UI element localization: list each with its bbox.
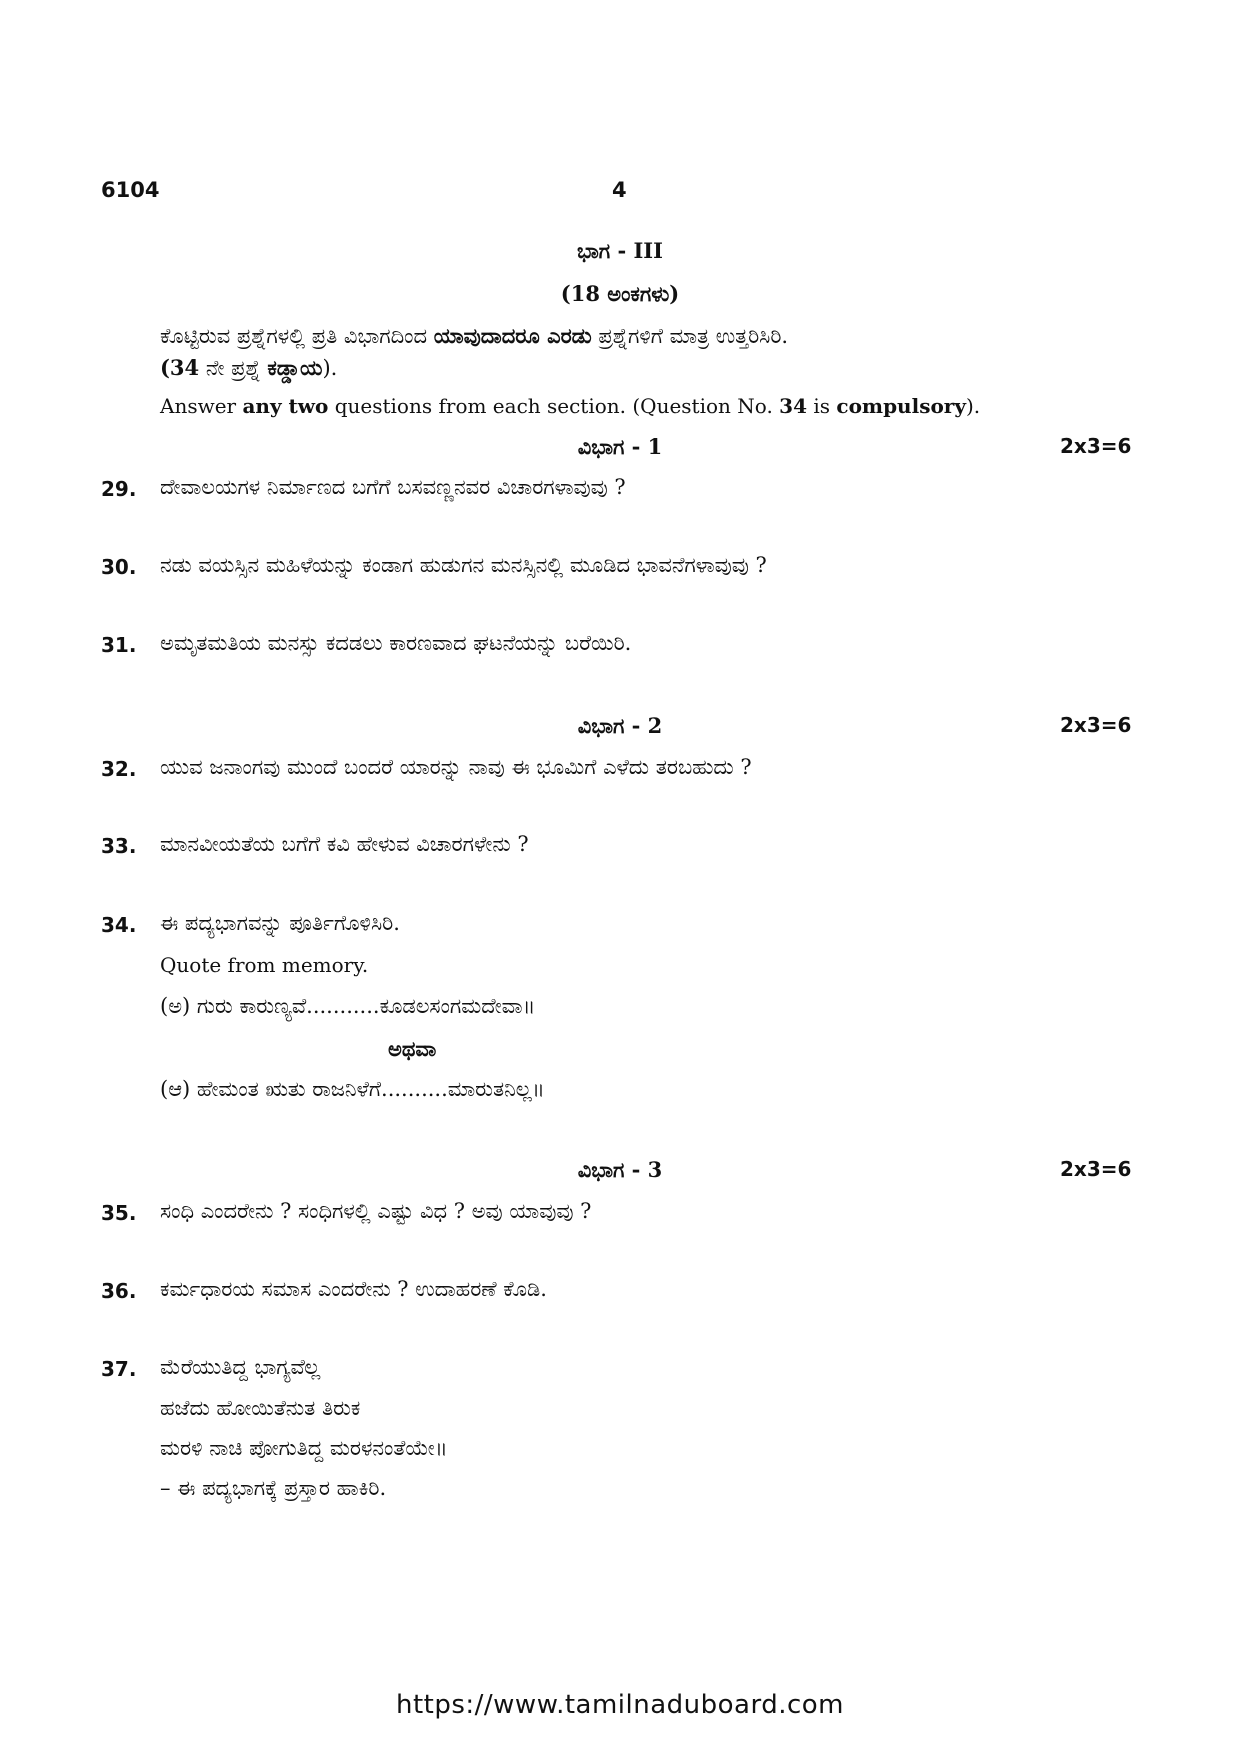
paper-code: 6104 (101, 178, 160, 202)
question-36-text: ಕರ್ಮಧಾರಯ ಸಮಾಸ ಎಂದರೇನು ? ಉದಾಹರಣೆ ಕೊಡಿ. (160, 1277, 547, 1301)
question-35-number: 35. (101, 1201, 137, 1225)
instruction-kn-bold: ಯಾವುದಾದರೂ ಎರಡು (433, 323, 592, 348)
question-37-line-2: ಹಜೆದು ಹೋಯಿತೆನುತ ತಿರುಕ (160, 1396, 361, 1420)
section-3-title: ವಿಭಾಗ - 3 (577, 1157, 663, 1182)
question-37-line-4: – ಈ ಪದ್ಯಭಾಗಕ್ಕೆ ಪ್ರಸ್ತಾರ ಹಾಕಿರಿ. (160, 1476, 387, 1500)
section-2-marks: 2x3=6 (1060, 713, 1132, 737)
instruction-kannada (160, 323, 788, 349)
question-34-option-b: (ಆ) ಹೇಮಂತ ಋತು ರಾಜನಿಳೆಗೆ..........ಮಾರುತನಿಲ್ಲ॥ (160, 1077, 545, 1101)
instruction-kn-text-1: ಕೊಟ್ಟಿರುವ ಪ್ರಶ್ನೆಗಳಲ್ಲಿ ಪ್ರತಿ ವಿಭಾಗದಿಂದ (160, 324, 434, 348)
question-36-number: 36. (101, 1279, 137, 1303)
question-32-number: 32. (101, 757, 137, 781)
question-33-text: ಮಾನವೀಯತೆಯ ಬಗೆಗೆ ಕವಿ ಹೇಳುವ ವಿಚಾರಗಳೇನು ? (160, 832, 529, 856)
instruction-kannada-line2 (160, 355, 337, 381)
page-number: 4 (612, 178, 627, 202)
question-34-text-english: Quote from memory. (160, 953, 369, 977)
part-title: ಭಾಗ - III (577, 238, 663, 263)
section-3-marks: 2x3=6 (1060, 1157, 1132, 1181)
question-29-number: 29. (101, 477, 137, 501)
instruction-en-text-3: is (807, 394, 837, 418)
instruction-kn-line2-d: ). (322, 356, 338, 380)
instruction-en-text-1: Answer (160, 394, 243, 418)
instruction-en-bold-3: compulsory (836, 394, 966, 418)
section-1-title: ವಿಭಾಗ - 1 (577, 434, 663, 459)
question-30-number: 30. (101, 555, 137, 579)
question-32-text: ಯುವ ಜನಾಂಗವು ಮುಂದೆ ಬಂದರೆ ಯಾರನ್ನು ನಾವು ಈ ಭೂಮಿಗೆ ಎಳೆದು ತರಬಹುದು ? (160, 755, 752, 779)
footer-url[interactable]: https://www.tamilnaduboard.com (395, 1690, 845, 1720)
instruction-kn-line2-c: ಕಡ್ಡಾಯ (267, 355, 323, 380)
question-30-text: ನಡು ವಯಸ್ಸಿನ ಮಹಿಳೆಯನ್ನು ಕಂಡಾಗ ಹುಡುಗನ ಮನಸ್ಸಿನಲ್ಲಿ ಮೂಡಿದ ಭಾವನೆಗಳಾವುವು ? (160, 553, 767, 577)
instruction-kn-line2-a: (34 (160, 355, 200, 380)
question-35-text: ಸಂಧಿ ಎಂದರೇನು ? ಸಂಧಿಗಳಲ್ಲಿ ಎಷ್ಟು ವಿಧ ? ಅವು ಯಾವುವು ? (160, 1199, 592, 1223)
section-1-marks: 2x3=6 (1060, 434, 1132, 458)
question-34-option-a: (ಅ) ಗುರು ಕಾರುಣ್ಯವೆ...........ಕೂಡಲಸಂಗಮದೇವಾ॥ (160, 994, 536, 1018)
question-29-text: ದೇವಾಲಯಗಳ ನಿರ್ಮಾಣದ ಬಗೆಗೆ ಬಸವಣ್ಣನವರ ವಿಚಾರಗಳಾವುವು ? (160, 475, 626, 499)
instruction-en-bold-1: any two (242, 394, 329, 418)
instruction-en-bold-2: 34 (779, 394, 808, 418)
instruction-kn-text-2: ಪ್ರಶ್ನೆಗಳಿಗೆ ಮಾತ್ರ ಉತ್ತರಿಸಿರಿ. (591, 324, 789, 348)
instruction-kn-line2-b: ನೇ ಪ್ರಶ್ನೆ (199, 356, 268, 380)
instruction-en-text-4: ). (965, 394, 981, 418)
instruction-en-text-2: questions from each section. (Question No. (328, 394, 780, 418)
question-31-text: ಅಮೃತಮತಿಯ ಮನಸ್ಸು ಕದಡಲು ಕಾರಣವಾದ ಘಟನೆಯನ್ನು ಬರೆಯಿರಿ. (160, 631, 632, 655)
question-37-line-1: ಮೆರೆಯುತಿದ್ದ ಭಾಗ್ಯವೆಲ್ಲ (160, 1355, 321, 1379)
question-37-number: 37. (101, 1357, 137, 1381)
instruction-english (160, 394, 980, 418)
question-33-number: 33. (101, 834, 137, 858)
question-34-or: ಅಥವಾ (388, 1036, 437, 1061)
section-2-title: ವಿಭಾಗ - 2 (577, 713, 663, 738)
part-marks: (18 ಅಂಕಗಳು) (560, 281, 680, 306)
question-37-line-3: ಮರಳಿ ನಾಚಿ ಪೋಗುತಿದ್ದ ಮರಳನಂತೆಯೇ॥ (160, 1436, 448, 1460)
question-34-text: ಈ ಪದ್ಯಭಾಗವನ್ನು ಪೂರ್ತಿಗೊಳಿಸಿರಿ. (160, 911, 400, 935)
question-31-number: 31. (101, 633, 137, 657)
question-34-number: 34. (101, 913, 137, 937)
